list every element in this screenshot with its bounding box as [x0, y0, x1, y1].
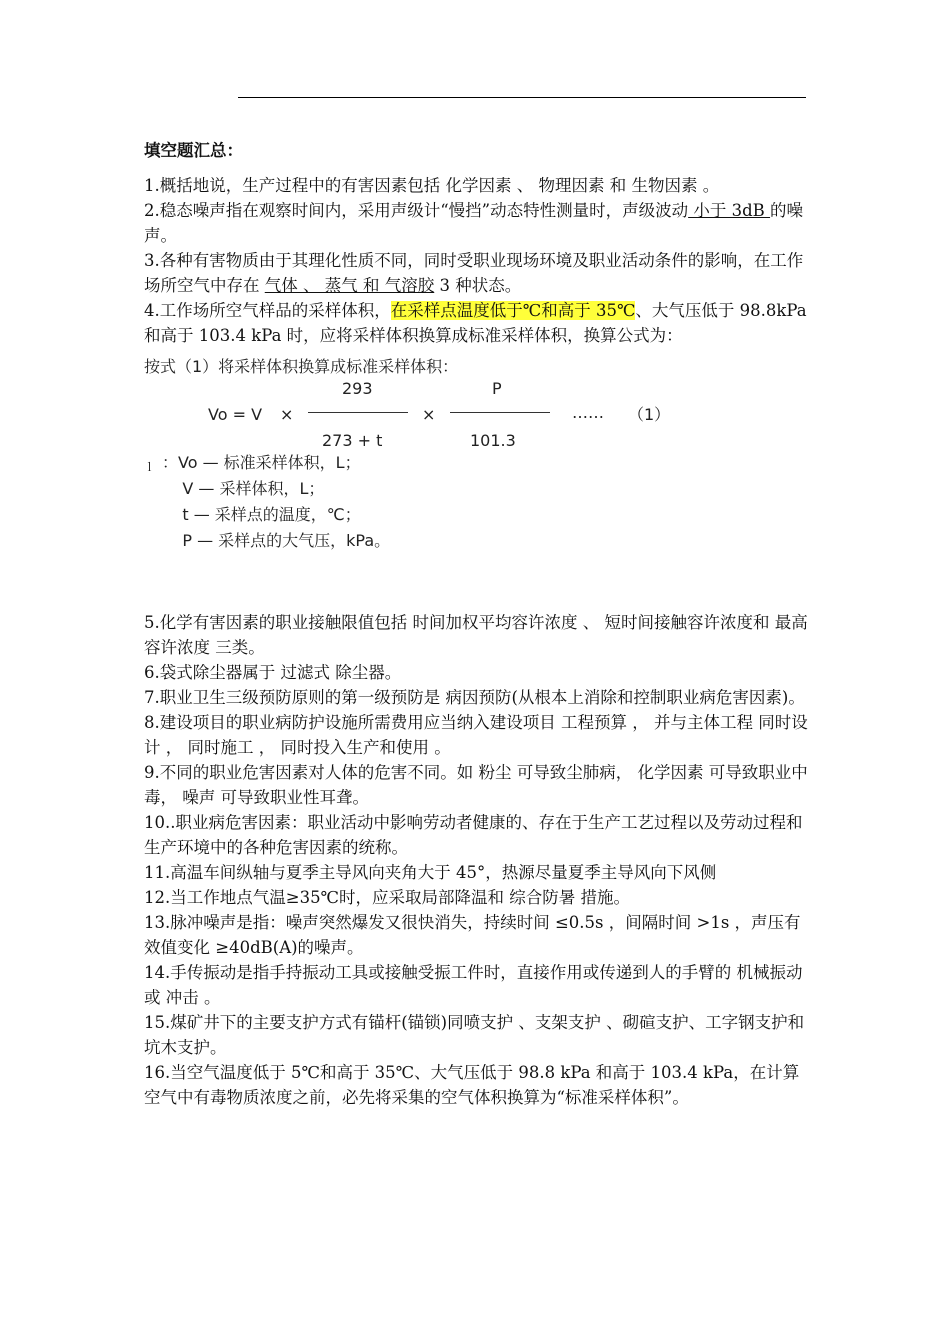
q3-tail: 3 种状态。 — [434, 276, 522, 295]
q4-highlight: 在采样点温度低于℃和高于 35℃ — [390, 301, 636, 320]
question-10: 10..职业病危害因素：职业活动中影响劳动者健康的、存在于生产工艺过程以及劳动过程和生产环境中的各种危害因素的统称。 — [144, 813, 803, 857]
times-sign: × — [280, 405, 294, 424]
definition-t: t — 采样点的温度，℃； — [162, 505, 361, 524]
fraction2-denominator: 101.3 — [470, 431, 516, 450]
q3-answer: 气体 、 蒸气 和 气溶胶 — [264, 276, 435, 295]
question-8: 8.建设项目的职业病防护设施所需费用应当纳入建设项目 工程预算 ， 并与主体工程 同时设计 ， 同时施工 ， 同时投入生产和使用 。 — [144, 713, 808, 757]
q3-text: 3.各种有害物质由于其理化性质不同，同时受职业现场环境及职业活动条件的影响，在工作场所空气中存在 — [144, 251, 804, 295]
formula-note-mark: ｌ — [144, 461, 155, 474]
section-heading: 填空题汇总： — [144, 141, 243, 160]
formula-dots: …… — [572, 403, 604, 422]
question-3 — [144, 248, 808, 298]
q4-text: 4.工作场所空气样品的采样体积， — [144, 301, 391, 320]
question-14: 14.手传振动是指手持振动工具或接触受振工件时，直接作用或传递到人的手臂的 机械振动 或 冲击 。 — [144, 963, 803, 1007]
q2-answer: 小于 3dB — [688, 201, 771, 220]
times-sign: × — [422, 405, 436, 424]
question-1: 1.概括地说，生产过程中的有害因素包括 化学因素 、 物理因素 和 生物因素 。 — [144, 176, 720, 195]
question-6: 6.袋式除尘器属于 过滤式 除尘器。 — [144, 663, 402, 682]
question-15: 15.煤矿井下的主要支护方式有锚杆(锚锁)同喷支护 、支架支护 、砌碹支护、工字钢支护和坑木支护。 — [144, 1013, 805, 1057]
definition-v: V — 采样体积，L； — [162, 479, 325, 498]
question-12: 12.当工作地点气温≥35℃时，应采取局部降温和 综合防暑 措施。 — [144, 888, 631, 907]
question-11: 11.高温车间纵轴与夏季主导风向夹角大于 45°，热源尽量夏季主导风向下风侧 — [144, 863, 717, 882]
question-2 — [144, 198, 808, 248]
formula-intro: 按式（1）将采样体积换算成标准采样体积： — [144, 357, 459, 376]
q2-text: 2.稳态噪声指在观察时间内，采用声级计“慢挡”动态特性测量时，声级波动 — [144, 201, 689, 220]
question-13: 13.脉冲噪声是指：噪声突然爆发又很快消失，持续时间 ≤0.5s ，间隔时间 >1s ，声压有效值变化 ≥40dB(A)的噪声。 — [144, 913, 801, 957]
fraction1-numerator: 293 — [342, 379, 373, 398]
formula-lhs: Vo = V — [208, 405, 263, 424]
definition-p: P — 采样点的大气压，kPa。 — [162, 531, 391, 550]
fraction1-denominator: 273 + t — [322, 431, 383, 450]
question-7: 7.职业卫生三级预防原则的第一级预防是 病因预防(从根本上消除和控制职业病危害因素)。 — [144, 688, 805, 707]
question-16: 16.当空气温度低于 5℃和高于 35℃、大气压低于 98.8 kPa 和高于 103.4 kPa，在计算空气中有毒物质浓度之前，必先将采集的空气体积换算为“标准采样体积”。 — [144, 1063, 800, 1107]
fraction-bar — [308, 412, 408, 413]
formula-figure — [144, 354, 808, 578]
fraction-bar — [450, 412, 550, 413]
question-4 — [144, 298, 808, 348]
q2-tail: 的噪声。 — [144, 201, 804, 245]
equation-number: （1） — [628, 405, 671, 424]
header-rule — [238, 97, 806, 98]
question-5: 5.化学有害因素的职业接触限值包括 时间加权平均容许浓度 、 短时间接触容许浓度和 最高容许浓度 三类。 — [144, 613, 808, 657]
document-body — [144, 138, 808, 1110]
q4-tail: 、大气压低于 98.8kPa 和高于 103.4 kPa 时，应将采样体积换算成标准采样体积，换算公式为： — [144, 301, 807, 345]
fraction2-numerator: P — [492, 379, 502, 398]
definition-vo: ：Vo — 标准采样体积，L； — [162, 453, 361, 472]
question-9: 9.不同的职业危害因素对人体的危害不同。如 粉尘 可导致尘肺病， 化学因素 可导致职业中毒， 噪声 可导致职业性耳聋。 — [144, 763, 808, 807]
